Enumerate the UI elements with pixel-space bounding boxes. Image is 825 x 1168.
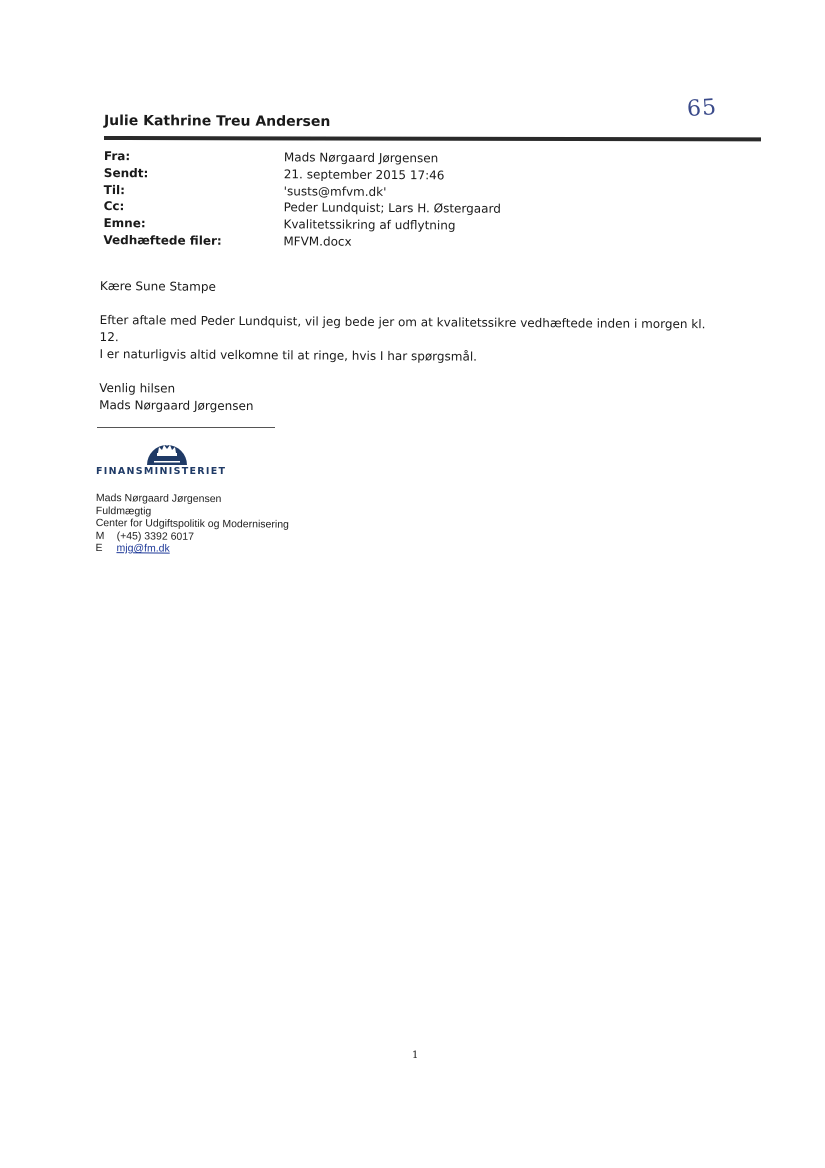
signature-block [95,492,289,556]
handwritten-page-note: 65 [686,94,718,123]
body-line: Efter aftale med Peder Lundquist, vil jeg bede jer om at kvalitetssikre vedhæftede inden i morgen kl. 12. [99,312,706,345]
ministry-logo [96,440,256,480]
header-value-to: 'susts@mfvm.dk' [283,183,387,199]
signature-divider [97,427,275,428]
email-body [99,278,720,418]
header-label: Vedhæftede filer: [103,232,222,248]
header-value-attachments: MFVM.docx [283,234,352,249]
sender-name: Mads Nørgaard Jørgensen [99,397,254,414]
closing: Venlig hilsen [99,380,176,396]
header-label: Emne: [103,216,146,231]
header-row-attachments [103,232,703,253]
phone-number: (+45) 3392 6017 [116,529,195,543]
logo-text: FINANSMINISTERIET [96,466,227,477]
header-label: Til: [103,182,125,197]
signature-title: Fuldmægtig [95,504,152,517]
header-label: Sendt: [103,165,149,181]
phone-label: M [95,529,105,542]
crown-icon [144,440,190,466]
header-value-subject: Kvalitetssikring af udflytning [283,217,456,233]
mailbox-owner-name: Julie Kathrine Treu Andersen [103,113,331,130]
email-link[interactable]: mjg@fm.dk [116,542,170,555]
header-value-from: Mads Nørgaard Jørgensen [283,150,439,166]
signature-department: Center for Udgiftspolitik og Modernisering [95,516,289,531]
body-line: I er naturligvis altid velkomne til at ringe, hvis I har spørgsmål. [99,346,478,364]
header-value-sent: 21. september 2015 17:46 [283,167,445,183]
signature-name: Mads Nørgaard Jørgensen [95,492,222,506]
header-label: Cc: [103,199,125,214]
signature-email-row [95,542,288,556]
email-headers [103,148,704,253]
header-value-cc: Peder Lundquist; Lars H. Østergaard [283,200,501,217]
page-number: 1 [412,1050,419,1061]
header-label: Fra: [103,148,131,164]
header-divider [104,136,761,141]
email-label: E [95,541,103,555]
greeting: Kære Sune Stampe [99,278,216,294]
